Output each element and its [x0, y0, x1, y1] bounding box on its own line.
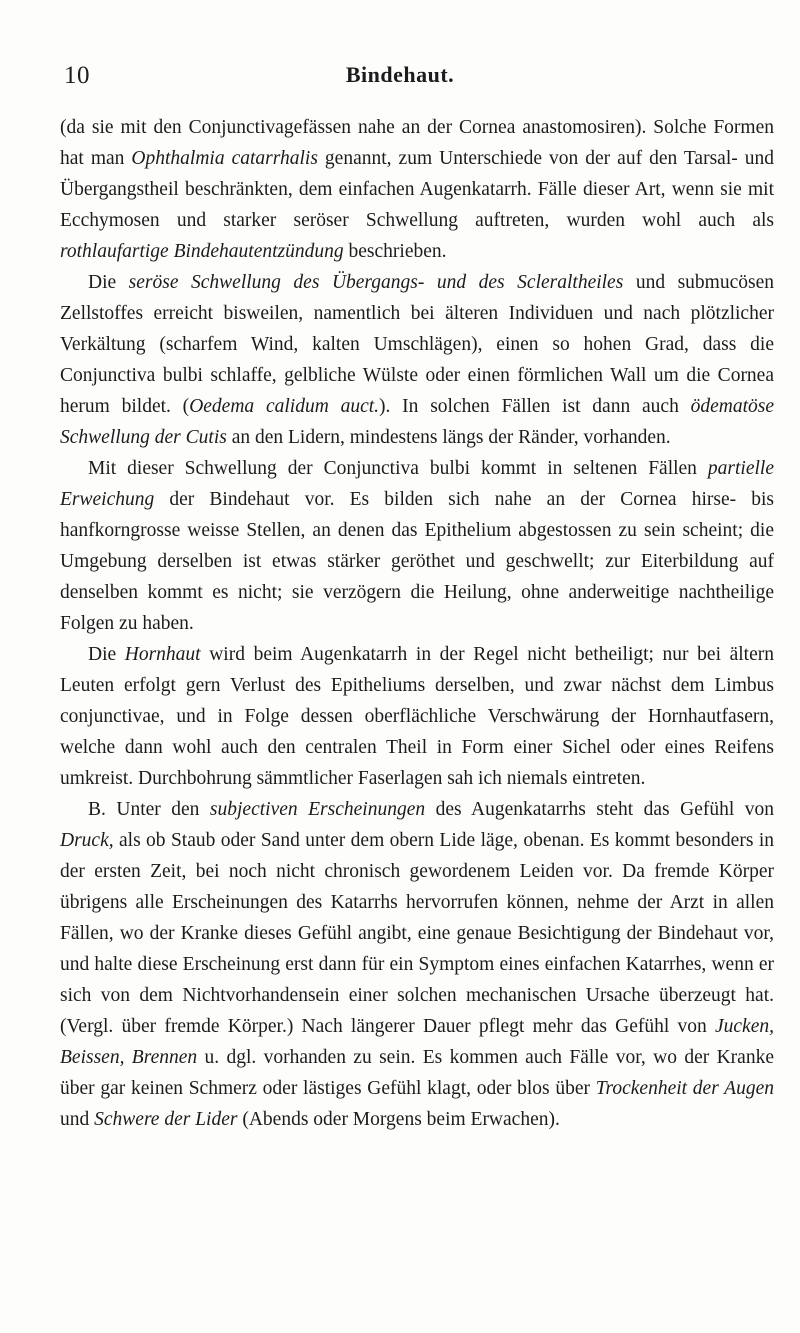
text-run: Mit dieser Schwellung der Conjunctiva bulbi kommt in seltenen Fällen [88, 458, 708, 479]
text-run: genannt, zum Unterschiede von der auf den Tarsal- und Übergangstheil beschränkten, dem einfachen Augenkatarrh. Fälle dieser Art, wenn sie mit Ecchymosen und starker seröser Schwellung auftreten, wurden wohl auch als [60, 148, 774, 231]
italic-text: rothlaufartige Bindehautentzündung [60, 241, 344, 262]
italic-text: partielle Erweichung [60, 458, 774, 510]
page-header [0, 62, 800, 92]
text-run: ). In solchen Fällen ist dann auch [379, 396, 691, 417]
text-run: und submucösen Zellstoffes erreicht bisweilen, namentlich bei älteren Individuen und nach plötzlicher Verkältung (scharfem Wind, kalten Umschlägen), einen so hohen Grad, dass die Conjunctiva bulbi schlaffe, gelbliche Wülste oder einen förmlichen Wall um die Cornea herum bildet. ( [60, 272, 774, 417]
italic-text: Trockenheit der Augen [595, 1078, 774, 1099]
text-run: und [60, 1109, 95, 1130]
body-text [60, 112, 774, 1135]
paragraph [60, 453, 774, 639]
paragraph [60, 639, 774, 794]
text-run: als ob Staub oder Sand unter dem obern Lide läge, obenan. Es kommt besonders in der ersten Zeit, bei noch nicht chronisch gewordenem Leiden vor. Da fremde Körper übrigens alle Erscheinungen des Katarrhs hervorrufen können, nehme der Arzt in allen Fällen, wo der Kranke dieses Gefühl angibt, eine genaue Besichtigung der Bindehaut vor, und halte diese Erscheinung erst dann für ein Symptom eines einfachen Katarrhes, wenn er sich von dem Nichtvorhandensein einer solchen mechanischen Ursache überzeugt hat. (Vergl. über fremde Körper.) Nach längerer Dauer pflegt mehr das Gefühl von [60, 830, 774, 1037]
italic-text: Jucken, Beissen, Brennen [60, 1016, 774, 1068]
text-run: an den Lidern, mindestens längs der Ränder, vorhanden. [226, 427, 671, 448]
text-run: Die [88, 644, 125, 665]
text-run: B. Unter den [88, 799, 210, 820]
paragraph [60, 112, 774, 267]
italic-text: subjectiven Erscheinungen [209, 799, 426, 820]
text-run: (Abends oder Morgens beim Erwachen). [237, 1109, 560, 1130]
text-run: des Augenkatarrhs steht das Gefühl von [425, 799, 775, 820]
italic-text: Oedema calidum auct. [189, 396, 380, 417]
paragraph [60, 267, 774, 453]
text-run: (da sie mit den Conjunctivagefässen nahe an der Cornea anastomosiren). Solche Formen hat man [60, 117, 774, 169]
text-run: Die [88, 272, 129, 293]
italic-text: ödematöse Schwellung der Cutis [60, 396, 775, 448]
italic-text: Schwere der Lider [94, 1109, 238, 1130]
paragraph [60, 794, 774, 1135]
text-run: u. dgl. vorhanden zu sein. Es kommen auch Fälle vor, wo der Kranke über gar keinen Schmerz oder lästiges Gefühl klagt, oder blos über [60, 1047, 774, 1099]
running-title: Bindehaut. [345, 62, 455, 87]
text-run: beschrieben. [343, 241, 447, 262]
page-number: 10 [64, 62, 90, 89]
italic-text: Ophthalmia catarrhalis [131, 148, 318, 169]
italic-text: seröse Schwellung des Übergangs- und des Scleraltheiles [128, 272, 624, 293]
italic-text: Druck, [60, 830, 114, 851]
text-run: wird beim Augenkatarrh in der Regel nicht betheiligt; nur bei ältern Leuten erfolgt gern Verlust des Epitheliums derselben, und zwar nächst dem Limbus conjunctivae, und in Folge dessen oberflächliche Verschwärung der Hornhautfasern, welche dann wohl auch den centralen Theil in Form einer Sichel oder eines Reifens umkreist. Durchbohrung sämmtlicher Faserlagen sah ich niemals eintreten. [60, 644, 774, 789]
text-run: der Bindehaut vor. Es bilden sich nahe an der Cornea hirse- bis hanfkorngrosse weisse Stellen, an denen das Epithelium abgestossen zu sein scheint; die Umgebung derselben ist etwas stärker geröthet und geschwellt; zur Eiterbildung auf denselben kommt es nicht; sie verzögern die Heilung, ohne anderweitige nachtheilige Folgen zu haben. [60, 489, 774, 634]
italic-text: Hornhaut [124, 644, 201, 665]
